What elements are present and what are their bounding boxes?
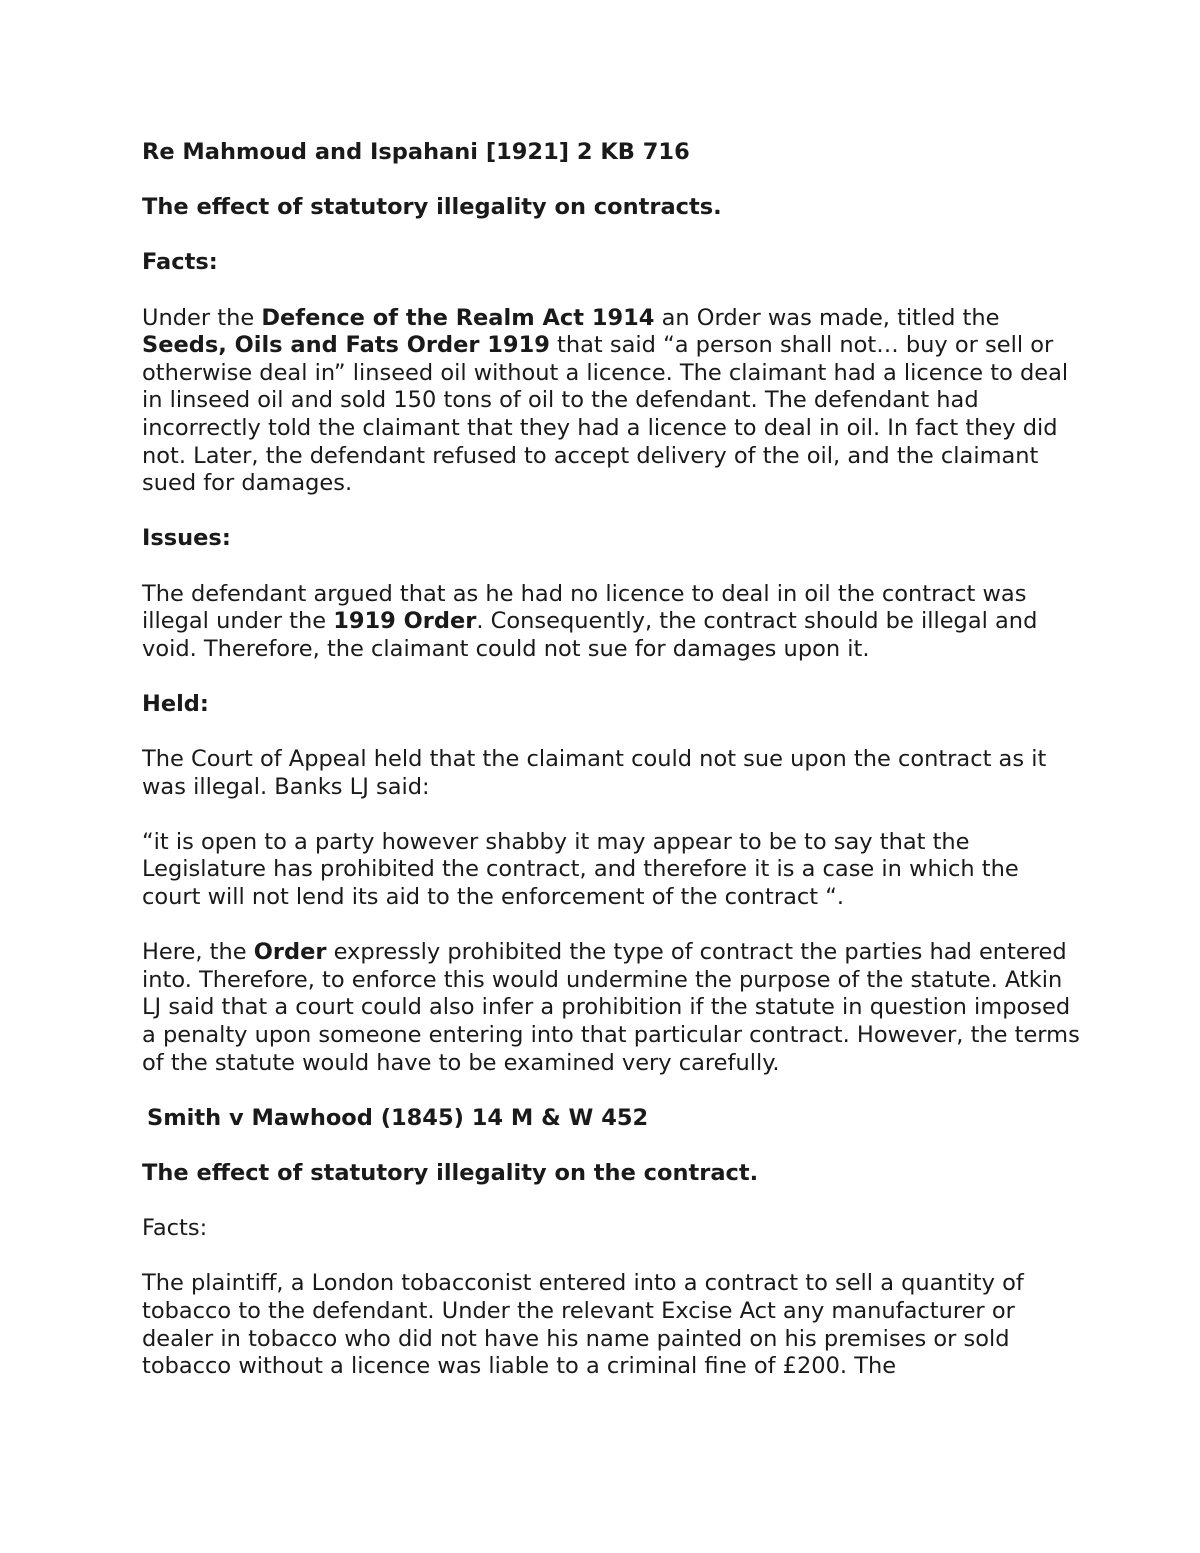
case1-facts-paragraph: Under the Defence of the Realm Act 1914 an Order was made, titled the Seeds, Oils and Fats Order 1919 that said “a person shall not… buy or sell or otherwise deal in” linseed oil without a licence. The claimant had a licence to deal in linseed oil and sold 150 tons of oil to the defendant. The defendant had incorrectly told the claimant that they had a licence to deal in oil. In fact they did not. Later, the defendant refused to accept delivery of the oil, and the claimant sued for damages. <box>142 304 1069 497</box>
case2-subtitle: The effect of statutory illegality on the contract. <box>142 1159 759 1186</box>
case1-subtitle: The effect of statutory illegality on contracts. <box>142 194 722 221</box>
case1-held-quote: “it is open to a party however shabby it may appear to be to say that the Legislature has prohibited the contract, and therefore it is a case in which the court will not lend its aid to the enforcement of the contract “. <box>142 828 1019 911</box>
case2-title: Smith v Mawhood (1845) 14 M & W 452 <box>147 1104 649 1131</box>
case1-facts-heading: Facts: <box>142 249 218 276</box>
case2-facts-heading: Facts: <box>142 1215 208 1242</box>
case1-issues-heading: Issues: <box>142 525 231 552</box>
case1-held-heading: Held: <box>142 690 209 717</box>
case1-title: Re Mahmoud and Ispahani [1921] 2 KB 716 <box>142 139 690 165</box>
case2-facts-paragraph: The plaintiff, a London tobacconist entered into a contract to sell a quantity of tobacco to the defendant. Under the relevant Excise Act any manufacturer or dealer in tobacco who did not have his name painted on his premises or sold tobacco without a licence was liable to a criminal fine of £200. The <box>142 1270 1024 1380</box>
case1-held-analysis: Here, the Order expressly prohibited the type of contract the parties had entered into. Therefore, to enforce this would undermine the purpose of the statute. Atkin LJ said that a court could also infer a prohibition if the statute in question imposed a penalty upon someone entering into that particular contract. However, the terms of the statute would have to be examined very carefully. <box>142 939 1080 1076</box>
document-page <box>142 139 1082 1408</box>
case1-held-paragraph: The Court of Appeal held that the claimant could not sue upon the contract as it was illegal. Banks LJ said: <box>142 746 1047 800</box>
case1-issues-paragraph: The defendant argued that as he had no licence to deal in oil the contract was illegal under the 1919 Order. Consequently, the contract should be illegal and void. Therefore, the claimant could not sue for damages upon it. <box>142 580 1038 662</box>
